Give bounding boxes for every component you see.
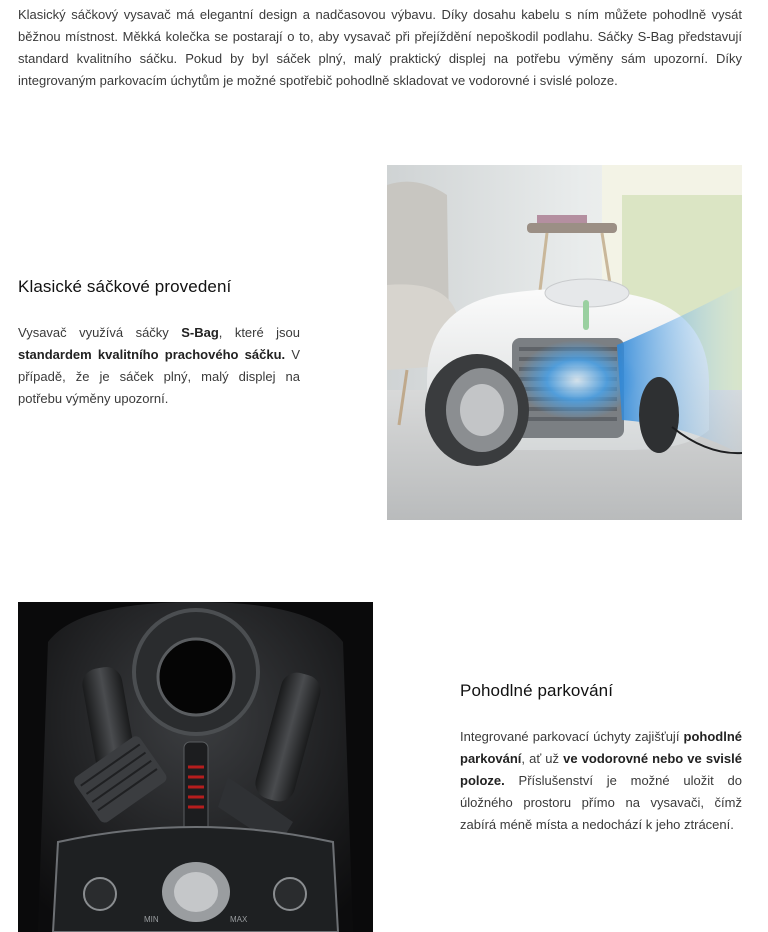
text-segment: Integrované parkovací úchyty zajišťují: [460, 729, 684, 744]
min-label: MIN: [144, 915, 159, 924]
feature-title-parking: Pohodlné parkování: [460, 681, 614, 700]
feature-title-bag: Klasické sáčkové provedení: [18, 277, 232, 296]
vacuum-room-photo: [387, 165, 742, 520]
vacuum-parking-photo: [18, 602, 373, 932]
bold-segment: ve vodorovné nebo ve svislé poloze.: [460, 751, 742, 788]
text-segment: , ať už: [521, 751, 564, 766]
text-segment: Vysavač využívá sáčky: [18, 325, 182, 340]
text-segment: Příslušenství je možné uložit do úložného prostoru přímo na vysavači, čímž zabírá méně místa a nedochází k jeho ztrácení.: [460, 773, 742, 832]
bold-segment: S-Bag: [181, 325, 219, 340]
feature-text-parking: [460, 726, 742, 836]
bold-segment: pohodlné parkování: [460, 729, 742, 766]
feature-text-bag: [18, 322, 300, 410]
max-label: MAX: [230, 915, 248, 924]
text-segment: V případě, že je sáček plný, malý displej na potřebu výměny upozorní.: [18, 347, 300, 406]
intro-paragraph: Klasický sáčkový vysavač má elegantní design a nadčasovou výbavu. Díky dosahu kabelu s ním můžete pohodlně vysát běžnou místnost. Měkká kolečka se postarají o to, aby vysavač při přejíždění nepoškodil podlahu. Sáčky S-Bag představují standard kvalitního sáčku. Pokud by byl sáček plný, malý praktický displej na potřebu výměny sám upozorní. Díky integrovaným parkovacím úchytům je možné spotřebič pohodlně skladovat ve vodorovné i svislé poloze.: [18, 7, 742, 88]
text-segment: , které jsou: [218, 325, 300, 340]
bold-segment: standardem kvalitního prachového sáčku.: [18, 347, 286, 362]
